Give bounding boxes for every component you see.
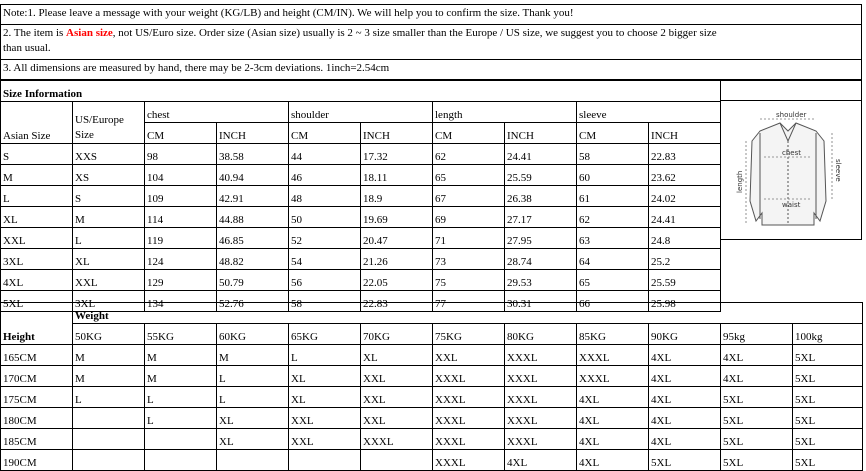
size-cell: 69: [433, 207, 505, 228]
note-1: Note:1. Please leave a message with your weight (KG/LB) and height (CM/IN). We will help you to confirm the size. Thank you!: [0, 4, 862, 24]
size-cell: 29.53: [505, 270, 577, 291]
size-recommendation: M: [217, 345, 289, 366]
size-cell: 114: [145, 207, 217, 228]
unit-header: CM: [145, 123, 217, 144]
size-recommendation: M: [145, 366, 217, 387]
size-recommendation: [73, 408, 145, 429]
size-cell: 71: [433, 228, 505, 249]
unit-header: CM: [577, 123, 649, 144]
weight-row: [1, 366, 863, 387]
size-recommendation: [217, 450, 289, 471]
weight-row: [1, 345, 863, 366]
size-cell: 75: [433, 270, 505, 291]
size-recommendation: 4XL: [649, 366, 721, 387]
unit-header: CM: [289, 123, 361, 144]
weight-header: 75KG: [433, 324, 505, 345]
size-recommendation: XXXL: [433, 387, 505, 408]
size-cell: 134: [145, 291, 217, 312]
group-shoulder: shoulder: [289, 102, 433, 123]
weight-table-blank: [1, 303, 73, 324]
size-recommendation: 5XL: [793, 429, 863, 450]
size-cell: 67: [433, 186, 505, 207]
weight-header: 55KG: [145, 324, 217, 345]
size-recommendation: L: [289, 345, 361, 366]
size-recommendation: XXL: [361, 408, 433, 429]
size-recommendation: XXL: [361, 366, 433, 387]
size-cell: 19.69: [361, 207, 433, 228]
group-chest: chest: [145, 102, 289, 123]
size-recommendation: XXXL: [433, 429, 505, 450]
weight-row: [1, 387, 863, 408]
size-recommendation: [145, 450, 217, 471]
size-cell: 50: [289, 207, 361, 228]
size-recommendation: 4XL: [721, 366, 793, 387]
size-cell: 44.88: [217, 207, 289, 228]
size-cell: 26.38: [505, 186, 577, 207]
size-cell: 24.02: [649, 186, 721, 207]
size-cell: 48.82: [217, 249, 289, 270]
size-cell: 46.85: [217, 228, 289, 249]
weight-header: 85KG: [577, 324, 649, 345]
weight-header: 65KG: [289, 324, 361, 345]
size-row: [1, 186, 721, 207]
group-length: length: [433, 102, 577, 123]
size-cell: 22.83: [361, 291, 433, 312]
size-recommendation: M: [73, 345, 145, 366]
diagram-label-sleeve: sleeve: [834, 159, 842, 182]
height-value: 190CM: [1, 450, 73, 471]
size-recommendation: 5XL: [721, 387, 793, 408]
weight-header: 80KG: [505, 324, 577, 345]
size-cell: 46: [289, 165, 361, 186]
size-recommendation: 5XL: [649, 450, 721, 471]
height-value: 170CM: [1, 366, 73, 387]
size-recommendation: XXL: [433, 345, 505, 366]
size-cell: 38.58: [217, 144, 289, 165]
size-cell: 3XL: [1, 249, 73, 270]
size-recommendation: 5XL: [793, 366, 863, 387]
diagram-top-border: [720, 80, 862, 100]
size-cell: 30.31: [505, 291, 577, 312]
size-recommendation: [73, 429, 145, 450]
size-cell: 98: [145, 144, 217, 165]
size-cell: 24.41: [505, 144, 577, 165]
size-recommendation: XXXL: [433, 450, 505, 471]
size-cell: 104: [145, 165, 217, 186]
weight-row: [1, 429, 863, 450]
unit-header: INCH: [361, 123, 433, 144]
diagram-label-waist: waist: [782, 201, 801, 209]
size-cell: 52.76: [217, 291, 289, 312]
size-recommendation: 4XL: [577, 429, 649, 450]
size-recommendation: [361, 450, 433, 471]
size-recommendation: XXXL: [577, 366, 649, 387]
size-cell: 54: [289, 249, 361, 270]
size-row: [1, 207, 721, 228]
size-recommendation: 5XL: [721, 408, 793, 429]
note-2: [0, 24, 862, 60]
note-2-prefix: 2. The item is: [3, 27, 67, 39]
size-cell: 24.8: [649, 228, 721, 249]
size-cell: M: [1, 165, 73, 186]
size-cell: L: [1, 186, 73, 207]
weight-header: 70KG: [361, 324, 433, 345]
size-recommendation: XXXL: [433, 366, 505, 387]
size-row: [1, 270, 721, 291]
weight-header: 90KG: [649, 324, 721, 345]
size-cell: 25.59: [505, 165, 577, 186]
size-cell: 50.79: [217, 270, 289, 291]
unit-header: INCH: [505, 123, 577, 144]
size-recommendation: XXXL: [577, 345, 649, 366]
size-row: [1, 249, 721, 270]
size-recommendation: L: [145, 408, 217, 429]
size-cell: 58: [289, 291, 361, 312]
size-recommendation: 4XL: [649, 387, 721, 408]
note-2-highlight: Asian size: [66, 27, 113, 39]
size-cell: 4XL: [1, 270, 73, 291]
size-cell: XXL: [1, 228, 73, 249]
size-recommendation: XXL: [289, 429, 361, 450]
size-cell: 65: [433, 165, 505, 186]
size-recommendation: 4XL: [577, 408, 649, 429]
size-cell: 27.17: [505, 207, 577, 228]
size-recommendation: L: [73, 387, 145, 408]
height-value: 175CM: [1, 387, 73, 408]
size-cell: XL: [1, 207, 73, 228]
weight-header: 95kg: [721, 324, 793, 345]
size-cell: 18.11: [361, 165, 433, 186]
size-cell: 18.9: [361, 186, 433, 207]
size-recommendation: XXXL: [505, 345, 577, 366]
size-table: [0, 80, 721, 312]
size-cell: 22.05: [361, 270, 433, 291]
size-cell: 28.74: [505, 249, 577, 270]
size-row: [1, 165, 721, 186]
weight-table-body: [1, 345, 863, 471]
size-cell: XXS: [73, 144, 145, 165]
note-2-line2: than usual.: [3, 42, 51, 54]
height-value: 185CM: [1, 429, 73, 450]
size-cell: 63: [577, 228, 649, 249]
size-recommendation: L: [217, 366, 289, 387]
diagram-label-length: length: [736, 170, 744, 193]
size-cell: 62: [577, 207, 649, 228]
size-cell: 77: [433, 291, 505, 312]
weight-header: 100kg: [793, 324, 863, 345]
size-cell: S: [1, 144, 73, 165]
size-recommendation: 5XL: [721, 450, 793, 471]
size-recommendation: 5XL: [793, 387, 863, 408]
size-cell: 66: [577, 291, 649, 312]
col-us-size: US/Europe Size: [73, 102, 145, 144]
size-cell: L: [73, 228, 145, 249]
size-cell: 25.98: [649, 291, 721, 312]
col-asian-size: Asian Size: [1, 102, 73, 144]
size-cell: 22.83: [649, 144, 721, 165]
height-value: 180CM: [1, 408, 73, 429]
size-table-title: Size Information: [1, 81, 721, 102]
size-row: [1, 228, 721, 249]
weight-header: 50KG: [73, 324, 145, 345]
size-cell: XXL: [73, 270, 145, 291]
size-recommendation: 5XL: [721, 429, 793, 450]
size-recommendation: XXXL: [505, 408, 577, 429]
size-recommendation: 4XL: [649, 408, 721, 429]
size-cell: 48: [289, 186, 361, 207]
size-recommendation: 4XL: [505, 450, 577, 471]
size-cell: 119: [145, 228, 217, 249]
size-cell: 129: [145, 270, 217, 291]
size-cell: 64: [577, 249, 649, 270]
size-recommendation: 5XL: [793, 450, 863, 471]
size-cell: 124: [145, 249, 217, 270]
size-cell: 44: [289, 144, 361, 165]
group-sleeve: sleeve: [577, 102, 721, 123]
size-cell: S: [73, 186, 145, 207]
size-recommendation: XL: [361, 345, 433, 366]
size-recommendation: L: [217, 387, 289, 408]
weight-row: [1, 450, 863, 471]
size-cell: 40.94: [217, 165, 289, 186]
size-cell: 27.95: [505, 228, 577, 249]
weight-header-row: [1, 324, 863, 345]
size-cell: 17.32: [361, 144, 433, 165]
size-cell: 60: [577, 165, 649, 186]
size-cell: 20.47: [361, 228, 433, 249]
size-recommendation: XXXL: [433, 408, 505, 429]
shirt-diagram-svg: [720, 101, 860, 239]
weight-table: [0, 302, 863, 471]
size-cell: 62: [433, 144, 505, 165]
size-cell: 5XL: [1, 291, 73, 312]
weight-header: 60KG: [217, 324, 289, 345]
size-recommendation: XL: [289, 387, 361, 408]
unit-header: CM: [433, 123, 505, 144]
height-label: Height: [1, 324, 73, 345]
size-recommendation: [289, 450, 361, 471]
size-cell: 73: [433, 249, 505, 270]
size-cell: 25.59: [649, 270, 721, 291]
size-recommendation: M: [73, 366, 145, 387]
size-recommendation: XL: [217, 408, 289, 429]
size-cell: 42.91: [217, 186, 289, 207]
size-recommendation: 4XL: [577, 450, 649, 471]
size-recommendation: [73, 450, 145, 471]
size-recommendation: M: [145, 345, 217, 366]
size-recommendation: 5XL: [793, 408, 863, 429]
size-cell: 21.26: [361, 249, 433, 270]
unit-header: INCH: [649, 123, 721, 144]
size-recommendation: 4XL: [577, 387, 649, 408]
size-recommendation: XXL: [361, 387, 433, 408]
weight-row: [1, 408, 863, 429]
weight-table-title: Weight: [73, 303, 863, 324]
size-recommendation: XXL: [289, 408, 361, 429]
size-cell: 24.41: [649, 207, 721, 228]
diagram-label-chest: chest: [782, 149, 801, 157]
shirt-diagram: [720, 100, 862, 240]
size-cell: 52: [289, 228, 361, 249]
size-cell: XL: [73, 249, 145, 270]
size-recommendation: XL: [289, 366, 361, 387]
size-recommendation: 4XL: [649, 429, 721, 450]
size-recommendation: XXXL: [505, 366, 577, 387]
size-recommendation: XXXL: [505, 429, 577, 450]
size-cell: XS: [73, 165, 145, 186]
size-recommendation: 4XL: [649, 345, 721, 366]
size-recommendation: 4XL: [721, 345, 793, 366]
size-cell: 23.62: [649, 165, 721, 186]
size-cell: 56: [289, 270, 361, 291]
diagram-label-shoulder: shoulder: [776, 111, 807, 119]
size-cell: 58: [577, 144, 649, 165]
size-cell: 25.2: [649, 249, 721, 270]
size-recommendation: XL: [217, 429, 289, 450]
height-value: 165CM: [1, 345, 73, 366]
size-recommendation: XXXL: [361, 429, 433, 450]
size-recommendation: [145, 429, 217, 450]
note-2-suffix: , not US/Euro size. Order size (Asian size) usually is 2 ~ 3 size smaller than the Europe / US size, we suggest you to choose 2 bigger size: [112, 27, 717, 39]
size-table-body: [1, 144, 721, 312]
size-cell: 61: [577, 186, 649, 207]
size-recommendation: XXXL: [505, 387, 577, 408]
size-recommendation: L: [145, 387, 217, 408]
note-3: 3. All dimensions are measured by hand, there may be 2-3cm deviations. 1inch=2.54cm: [0, 60, 862, 80]
size-cell: 3XL: [73, 291, 145, 312]
size-cell: 109: [145, 186, 217, 207]
size-row: [1, 144, 721, 165]
size-recommendation: 5XL: [793, 345, 863, 366]
size-cell: M: [73, 207, 145, 228]
unit-header: INCH: [217, 123, 289, 144]
size-cell: 65: [577, 270, 649, 291]
